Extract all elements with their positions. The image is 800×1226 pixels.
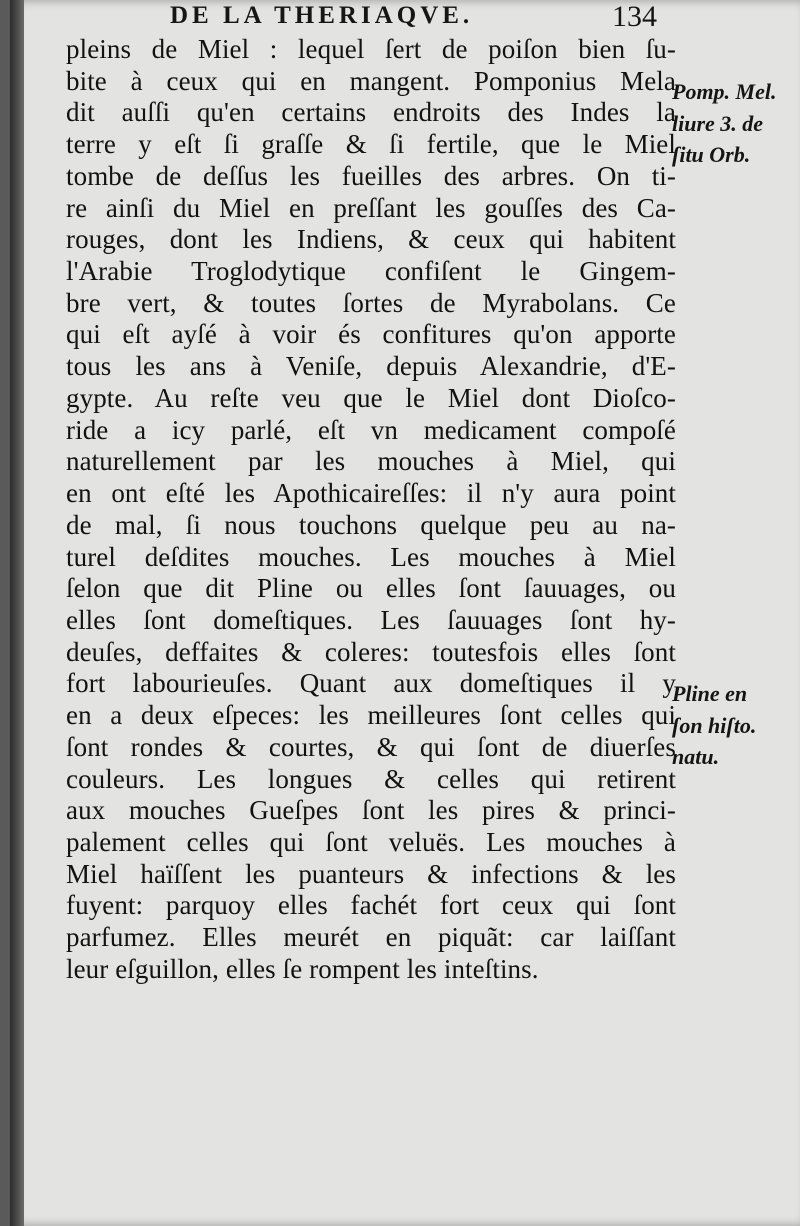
text-line: re ainſi du Miel en preſſant les gouſſes des Ca-	[66, 192, 676, 223]
book-page	[10, 0, 800, 1226]
text-line: en ont eſté les Apothicaireſſes: il n'y aura point	[66, 478, 676, 509]
text-line: turel deſdites mouches. Les mouches à Miel	[66, 541, 676, 572]
text-line: fort labourieuſes. Quant aux domeſtiques il y	[66, 668, 676, 699]
text-line: en a deux eſpeces: les meilleures ſont celles qui	[66, 700, 676, 731]
text-line: de mal, ſi nous touchons quelque peu au na-	[66, 509, 676, 540]
margin-note-pomponius	[672, 76, 777, 171]
text-line: pleins de Miel : lequel ſert de poiſon bien ſu-	[66, 34, 676, 64]
text-line: ſelon que dit Pline ou elles ſont ſauuages, ou	[66, 573, 676, 604]
margin-note-line: Pline en	[672, 681, 748, 706]
text-line: aux mouches Gueſpes ſont les pires & princi-	[66, 795, 676, 826]
text-line: rouges, dont les Indiens, & ceux qui habitent	[66, 224, 676, 255]
text-line: naturellement par les mouches à Miel, qui	[66, 446, 676, 477]
text-line: leur eſguillon, elles ſe rompent les inteſtins.	[66, 953, 539, 984]
margin-note-line: liure 3. de	[672, 110, 764, 136]
text-line: fuyent: parquoy elles fachét fort ceux qui ſont	[66, 890, 676, 921]
text-line: dit auſſi qu'en certains endroits des Indes la	[66, 97, 676, 128]
margin-note-line: Pomp. Mel.	[672, 79, 777, 104]
running-title: DE LA THERIAQVE.	[170, 2, 474, 29]
margin-note-line: ſitu Orb.	[672, 142, 751, 168]
text-line: tombe de deſſus les fueilles des arbres. On ti-	[66, 160, 676, 191]
text-line: palement celles qui ſont veluës. Les mouches à	[66, 826, 676, 857]
margin-note-pline	[672, 678, 756, 773]
text-line: deuſes, deffaites & coleres: toutesfois elles ſont	[66, 636, 676, 667]
margin-note-line: natu.	[672, 744, 720, 770]
text-line: elles ſont domeſtiques. Les ſauuages ſont hy-	[66, 604, 676, 635]
margin-note-line: ſon hiſto.	[672, 712, 757, 738]
text-line: tous les ans à Veniſe, depuis Alexandrie, d'E-	[66, 351, 676, 382]
text-line: Miel haïſſent les puanteurs & infections & les	[66, 858, 676, 889]
text-line: gypte. Au reſte veu que le Miel dont Dioſco-	[66, 382, 676, 413]
text-line: couleurs. Les longues & celles qui retirent	[66, 763, 676, 794]
page-number: 134	[612, 0, 657, 33]
text-line: l'Arabie Troglodytique confiſent le Gingem-	[66, 256, 676, 287]
text-line: ride a icy parlé, eſt vn medicament compoſé	[66, 414, 676, 445]
page-gutter-shadow	[10, 0, 24, 1226]
text-line: terre y eſt ſi graſſe & ſi fertile, que le Miel	[66, 129, 676, 160]
text-line: ſont rondes & courtes, & qui ſont de diuerſes	[66, 731, 676, 762]
body-text	[66, 34, 676, 986]
text-line: bre vert, & toutes ſortes de Myrabolans. Ce	[66, 287, 676, 318]
text-line: parfumez. Elles meurét en piquãt: car laiſſant	[66, 922, 676, 953]
text-line: bite à ceux qui en mangent. Pomponius Mela	[66, 65, 676, 96]
text-line: qui eſt ayſé à voir és confitures qu'on apporte	[66, 319, 676, 350]
